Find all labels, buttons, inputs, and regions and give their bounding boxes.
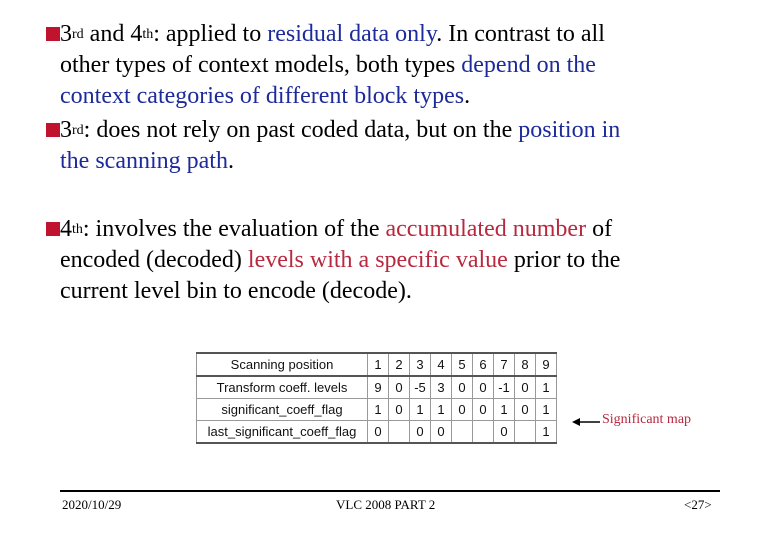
table-row: Transform coeff. levels 9 0 -5 3 0 0 -1 0 1 [197, 376, 557, 399]
footer-title: VLC 2008 PART 2 [336, 497, 436, 512]
bullet-marker [46, 123, 60, 137]
significant-map-annotation: Significant map [602, 412, 692, 427]
arrow-left-icon [572, 418, 600, 426]
footer-date: 2020/10/29 [62, 497, 122, 512]
footer-divider [60, 490, 720, 492]
bullet-marker [46, 222, 60, 236]
table-row: Scanning position 1 2 3 4 5 6 7 8 9 [197, 353, 557, 376]
bullet-3: 4th: involves the evaluation of the accumulated number of encoded (decoded) levels with a specific value prior to the current level bin to encode (decode). [46, 214, 736, 307]
bullet-1: 3rd and 4th: applied to residual data only. In contrast to all other types of context models, both types depend on the context categories of different block types. [46, 19, 736, 112]
footer-page-number: <27> [684, 497, 712, 512]
table-row: last_significant_coeff_flag 0 0 0 0 1 [197, 421, 557, 444]
table-row: significant_coeff_flag 1 0 1 1 0 0 1 0 1 [197, 399, 557, 421]
bullet-marker [46, 27, 60, 41]
highlight-residual: residual data only [267, 21, 437, 47]
scanning-table [196, 352, 557, 444]
bullet-2: 3rd: does not rely on past coded data, but on the position in the scanning path. [46, 115, 736, 177]
